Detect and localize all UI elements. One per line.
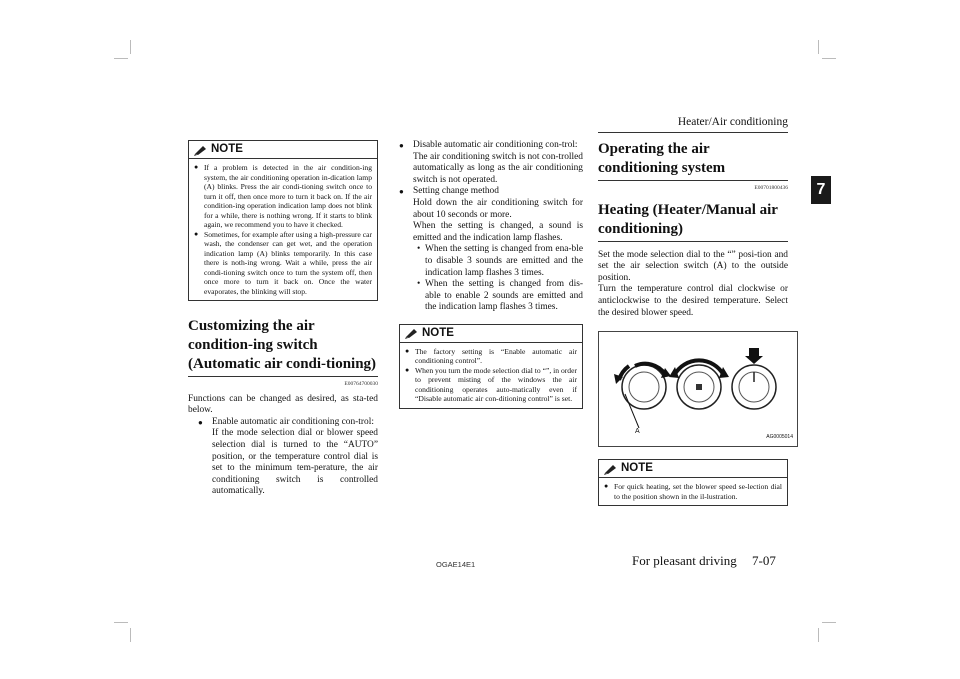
section-code: E00764700030 bbox=[188, 376, 378, 391]
note-box bbox=[188, 140, 378, 301]
sub-text: When the setting is changed from dis-able to enable 2 sounds are emitted and the indication lamp flashes 3 times. bbox=[425, 279, 583, 313]
section-heading: Heating (Heater/Manual air conditioning) bbox=[598, 201, 778, 237]
footer-section: For pleasant driving bbox=[632, 553, 737, 568]
note-text: Sometimes, for example after using a high-pressure car wash, the condenser can get wet, and the operation indication lamp (A) blinks temporarily. In this case there is noth-ing wrong. Wait a while, press the air condi-tioning switch once to turn the system off, then once more to turn it back on. Once the water evaporates, the blinking will stop. bbox=[204, 229, 372, 296]
crop-mark bbox=[130, 628, 131, 642]
item-title: Setting change method bbox=[413, 186, 499, 197]
note-item: ● Sometimes, for example after using a high-pressure car wash, the condenser can get wet, and the operation indication lamp (A) blinks temporarily. In this case there is noth-ing wrong. Wait a while, press the air condi-tioning switch once to turn the system off, then once more to turn it back on. Once the water evaporates, the blinking will stop. bbox=[194, 229, 372, 296]
crop-mark bbox=[130, 40, 131, 54]
intro-text: Functions can be changed as desired, as sta-ted below. bbox=[188, 393, 378, 416]
note-header bbox=[599, 460, 787, 478]
heater-illustration bbox=[598, 331, 798, 447]
left-column bbox=[188, 140, 378, 498]
running-header: Heater/Air conditioning bbox=[677, 116, 788, 128]
item-title: Enable automatic air conditioning con-trol: bbox=[212, 416, 374, 427]
crop-mark bbox=[114, 622, 128, 623]
document-code: OGAE14E1 bbox=[436, 560, 476, 569]
note-header bbox=[189, 141, 377, 159]
item-title: Disable automatic air conditioning con-trol: bbox=[413, 140, 578, 150]
sub-item: • When the setting is changed from ena-ble to disable 3 sounds are emitted and the indication lamp flashes 3 times. bbox=[417, 244, 583, 278]
note-label: NOTE bbox=[422, 326, 454, 339]
body-text: Set the mode selection dial to the “” posi-tion and set the air selection switch (A) to the outside position. bbox=[598, 249, 788, 283]
note-pencil-icon bbox=[604, 463, 618, 475]
section-heading: Operating the air conditioning system bbox=[598, 141, 726, 176]
item-body: When the setting is changed, a sound is emitted and the indication lamp flashes. bbox=[413, 221, 583, 243]
heading-rule bbox=[598, 241, 788, 242]
header-rule bbox=[598, 132, 788, 133]
figure-code: AG0005014 bbox=[766, 433, 793, 440]
note-text: When you turn the mode selection dial to “”, in order to prevent misting of the windows the air conditioning operates auto-matically even if “Disable automatic air con-ditioning control” is set. bbox=[415, 365, 577, 404]
right-column bbox=[598, 140, 793, 506]
note-item: ● The factory setting is “Enable automatic air conditioning control”. bbox=[405, 346, 577, 366]
section-code: E00701800436 bbox=[598, 180, 788, 195]
note-box bbox=[598, 459, 788, 506]
crop-mark bbox=[114, 58, 128, 59]
item-body: The air conditioning switch is not con-trolled automatically as long as the air conditioning switch is not operated. bbox=[413, 151, 583, 185]
item-body: If the mode selection dial or blower speed selection dial is turned to the “AUTO” position, or the temperature control dial is set to the minimum tem-perature, the air conditioning switch is controlled automatically. bbox=[212, 428, 378, 497]
crop-mark bbox=[818, 40, 819, 54]
middle-column bbox=[399, 140, 583, 409]
figure-label: A bbox=[635, 428, 640, 436]
note-item: ● When you turn the mode selection dial to “”, in order to prevent misting of the windows the air conditioning operates auto-matically even if “Disable automatic air con-ditioning control” is set. bbox=[405, 365, 577, 404]
crop-mark bbox=[822, 622, 836, 623]
sub-item: • When the setting is changed from dis-able to enable 2 sounds are emitted and the indication lamp flashes 3 times. bbox=[417, 279, 583, 313]
note-item: ● For quick heating, set the blower speed se-lection dial to the position shown in the il-lustration. bbox=[604, 482, 782, 501]
list-item: ● Setting change method Hold down the air conditioning switch for about 10 seconds or more. bbox=[399, 186, 583, 220]
crop-mark bbox=[818, 628, 819, 642]
list-item: ● Enable automatic air conditioning con-trol: If the mode selection dial or blower speed selection dial is turned to the “AUTO” position, or the temperature control dial is set to the minimum tem-perature, the air conditioning switch is controlled automatically. bbox=[198, 416, 378, 497]
section-heading: Customizing the air condition-ing switch (Automatic air condi-tioning) bbox=[188, 318, 377, 372]
item-body: Hold down the air conditioning switch for about 10 seconds or more. bbox=[413, 197, 583, 220]
page-number: 7-07 bbox=[752, 553, 776, 568]
note-text: If a problem is detected in the air condition-ing system, the air conditioning operation in-dication lamp (A) blinks. Press the air condi-tioning switch once to turn it off, then once more to turn it back on. If the air condition-ing operation indication lamp does not blink for a while, there is nothing wrong. If it starts to blink again, we recommend you to have it checked. bbox=[204, 163, 372, 229]
note-label: NOTE bbox=[621, 461, 653, 474]
note-pencil-icon bbox=[194, 144, 208, 156]
note-header bbox=[400, 325, 582, 343]
note-box bbox=[399, 324, 583, 409]
list-item: ● Disable automatic air conditioning con-trol: The air conditioning switch is not con-trolled automatically as long as the air conditioning switch is not operated. bbox=[399, 140, 583, 185]
note-text: The factory setting is “Enable automatic air conditioning control”. bbox=[415, 346, 577, 366]
note-item: ● If a problem is detected in the air condition-ing system, the air conditioning operation in-dication lamp (A) blinks. Press the air condi-tioning switch once to turn it off, then once more to turn it back on. If the air condition-ing operation indication lamp does not blink for a while, there is nothing wrong. If it starts to blink again, we recommend you to have it checked. bbox=[194, 163, 372, 229]
sub-text: When the setting is changed from ena-ble to disable 3 sounds are emitted and the indication lamp flashes 3 times. bbox=[425, 244, 583, 278]
heater-dials-drawing bbox=[599, 332, 797, 446]
chapter-tab: 7 bbox=[811, 176, 831, 204]
body-text: Turn the temperature control dial clockwise or anticlockwise to the desired temperature. Select the desired blower speed. bbox=[598, 284, 788, 318]
note-label: NOTE bbox=[211, 142, 243, 155]
note-pencil-icon bbox=[405, 327, 419, 339]
note-text: For quick heating, set the blower speed se-lection dial to the position shown in the il-lustration. bbox=[614, 482, 782, 501]
crop-mark bbox=[822, 58, 836, 59]
